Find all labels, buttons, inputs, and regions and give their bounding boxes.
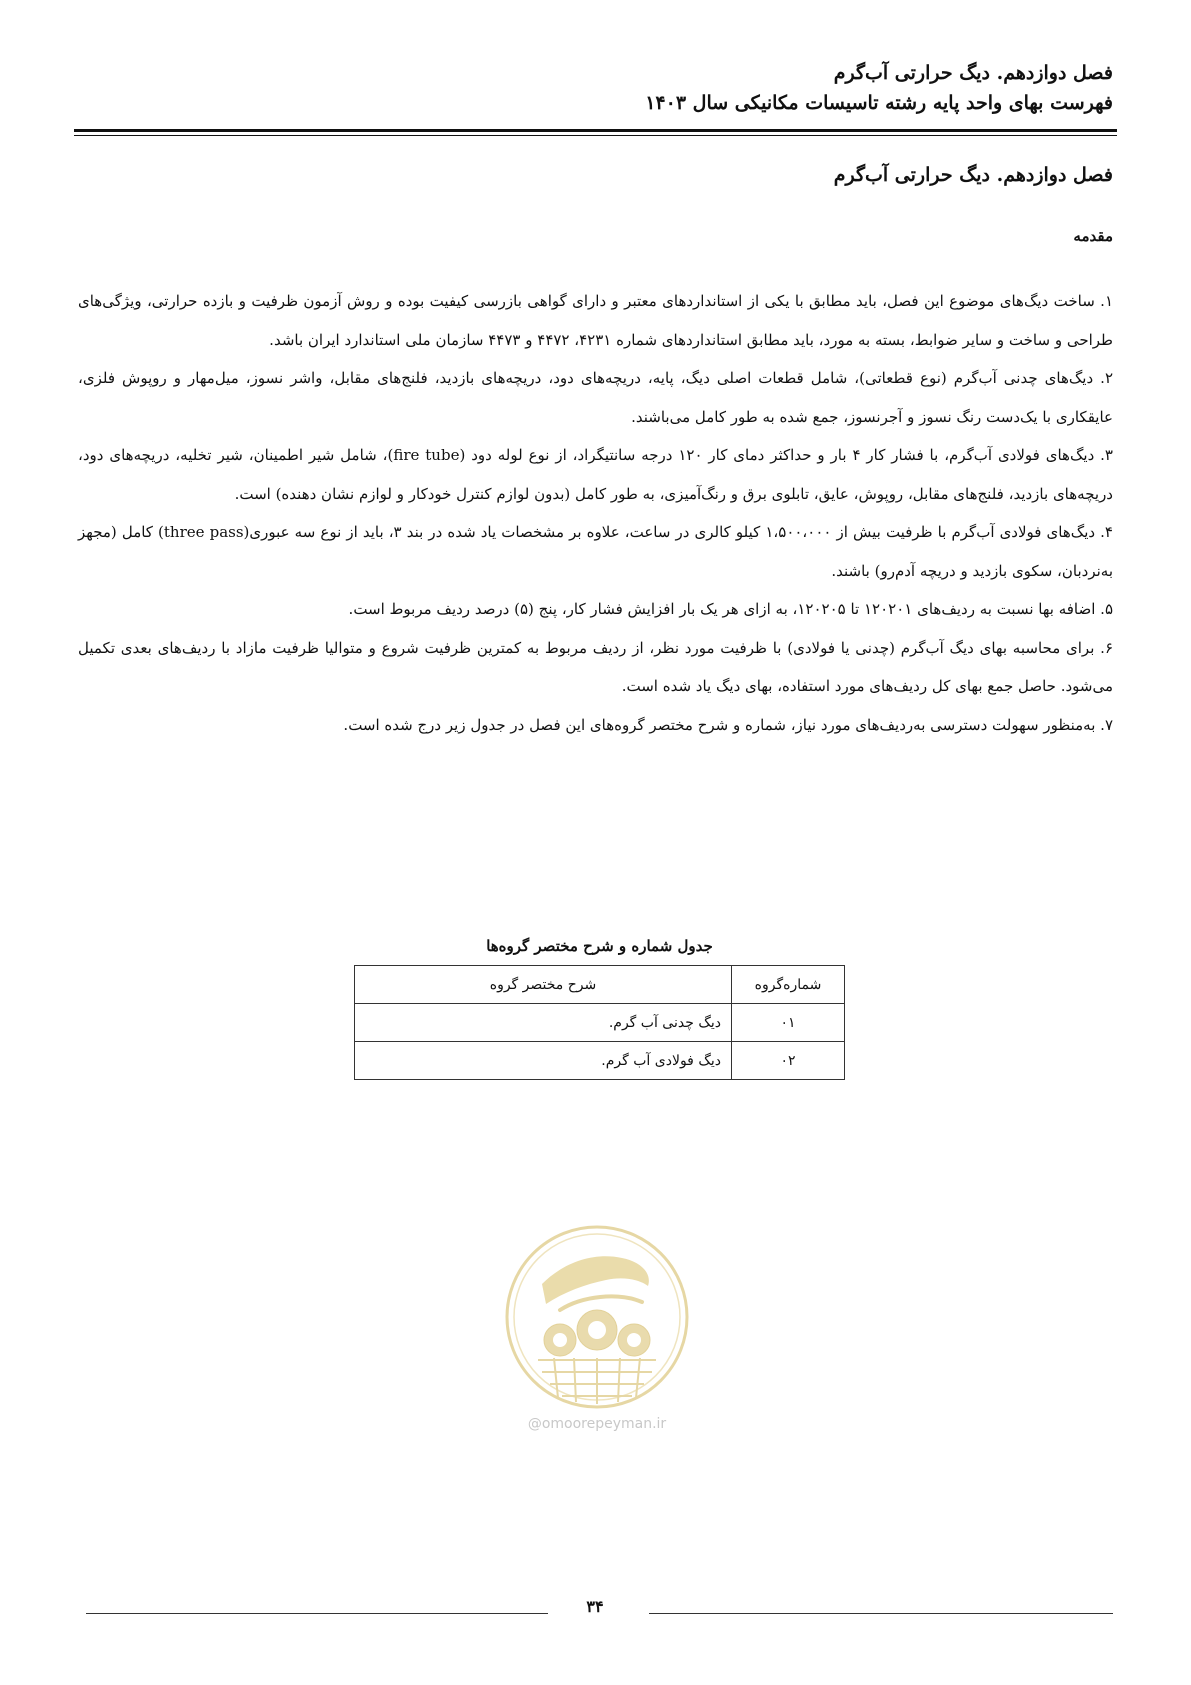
table-caption: جدول شماره و شرح مختصر گروه‌ها: [486, 937, 713, 955]
header-rule-thick: [74, 129, 1117, 132]
paragraph-6: ۶. برای محاسبه بهای دیگ آب‌گرم (چدنی یا فولادی) با ظرفیت مورد نظر، از ردیف مربوط به کمترین ظرفیت شروع و متوالیا ظرفیت مازاد با ردیف‌های بعدی تکمیل می‌شود. حاصل جمع بهای کل ردیف‌های مورد استفاده، بهای دیگ یاد شده است.: [78, 638, 1113, 695]
footer-rule-right: [649, 1613, 1113, 1614]
seal-icon: [502, 1222, 692, 1412]
page-header: [78, 58, 1113, 118]
paragraph-2: ۲. دیگ‌های چدنی آب‌گرم (نوع قطعاتی)، شامل قطعات اصلی دیگ، پایه، دریچه‌های دود، دریچه‌های بازدید، فلنج‌های مقابل، واشر نسوز، میل‌مهار و روپوش فلزی، عایقکاری با یک‌دست رنگ نسوز و آجرنسوز، جمع شده به طور کامل می‌باشند.: [78, 369, 1113, 426]
table-row: [355, 1042, 845, 1080]
header-group-number: شماره‌گروه: [732, 966, 845, 1004]
intro-heading: مقدمه: [1073, 227, 1113, 245]
paragraph-5: ۵. اضافه بها نسبت به ردیف‌های ۱۲۰۲۰۱ تا ۱۲۰۲۰۵، به ازای هر یک بار افزایش فشار کار، پنج (۵) درصد ردیف مربوط است.: [348, 600, 1113, 618]
paragraph-7: ۷. به‌منظور سهولت دسترسی به‌ردیف‌های مورد نیاز، شماره و شرح مختصر گروه‌های این فصل در جدول زیر درج شده است.: [343, 715, 1113, 734]
paragraph-1: ۱. ساخت دیگ‌های موضوع این فصل، باید مطابق با یکی از استانداردهای معتبر و دارای گواهی بازرسی کیفیت بوده و روش آزمون ظرفیت و بازده حرارتی، ویژگی‌های طراحی و ساخت و سایر ضوابط، بسته به مورد، باید مطابق استانداردهای شماره ۴۲۳۱، ۴۴۷۲ و ۴۴۷۳ سازمان ملی استاندارد ایران باشد.: [78, 292, 1113, 349]
watermark-logo: [502, 1222, 692, 1432]
intro-body: [78, 282, 1113, 744]
groups-table-section: [354, 937, 845, 1080]
group-description-cell: دیگ چدنی آب گرم.: [355, 1004, 732, 1042]
header-group-description: شرح مختصر گروه: [355, 966, 732, 1004]
group-description-cell: دیگ فولادی آب گرم.: [355, 1042, 732, 1080]
chapter-title: فصل دوازدهم. دیگ حرارتی آب‌گرم: [833, 164, 1113, 186]
table-header-row: [355, 966, 845, 1004]
header-chapter-title: فصل دوازدهم. دیگ حرارتی آب‌گرم: [833, 62, 1113, 84]
paragraph-3: ۳. دیگ‌های فولادی آب‌گرم، با فشار کار ۴ بار و حداکثر دمای کار ۱۲۰ درجه سانتیگراد، از نوع لوله دود (fire tube)، شامل شیر اطمینان، شیر تخلیه، دریچه‌های دود، دریچه‌های بازدید، فلنج‌های مقابل، روپوش، عایق، تابلوی برق و رنگ‌آمیزی، به طور کامل (بدون لوازم کنترل خودکار و لوازم نشان دهنده) است.: [78, 446, 1113, 503]
header-book-title: فهرست بهای واحد پایه رشته تاسیسات مکانیکی سال ۱۴۰۳: [645, 92, 1113, 114]
table-row: [355, 1004, 845, 1042]
group-number-cell: ۰۱: [732, 1004, 845, 1042]
paragraph-4: ۴. دیگ‌های فولادی آب‌گرم با ظرفیت بیش از ۱،۵۰۰،۰۰۰ کیلو کالری در ساعت، علاوه بر مشخصات یاد شده در بند ۳، باید از نوع سه عبوری(three pass) کامل (مجهز به‌نردبان، سکوی بازدید و دریچه آدم‌رو) باشند.: [78, 523, 1113, 580]
group-number-cell: ۰۲: [732, 1042, 845, 1080]
watermark-url: @omoorepeyman.ir: [527, 1416, 667, 1432]
header-rule-thin: [74, 135, 1117, 136]
groups-table: [354, 965, 845, 1080]
page-number: ۳۴: [586, 1597, 604, 1616]
footer-rule-left: [86, 1613, 548, 1614]
